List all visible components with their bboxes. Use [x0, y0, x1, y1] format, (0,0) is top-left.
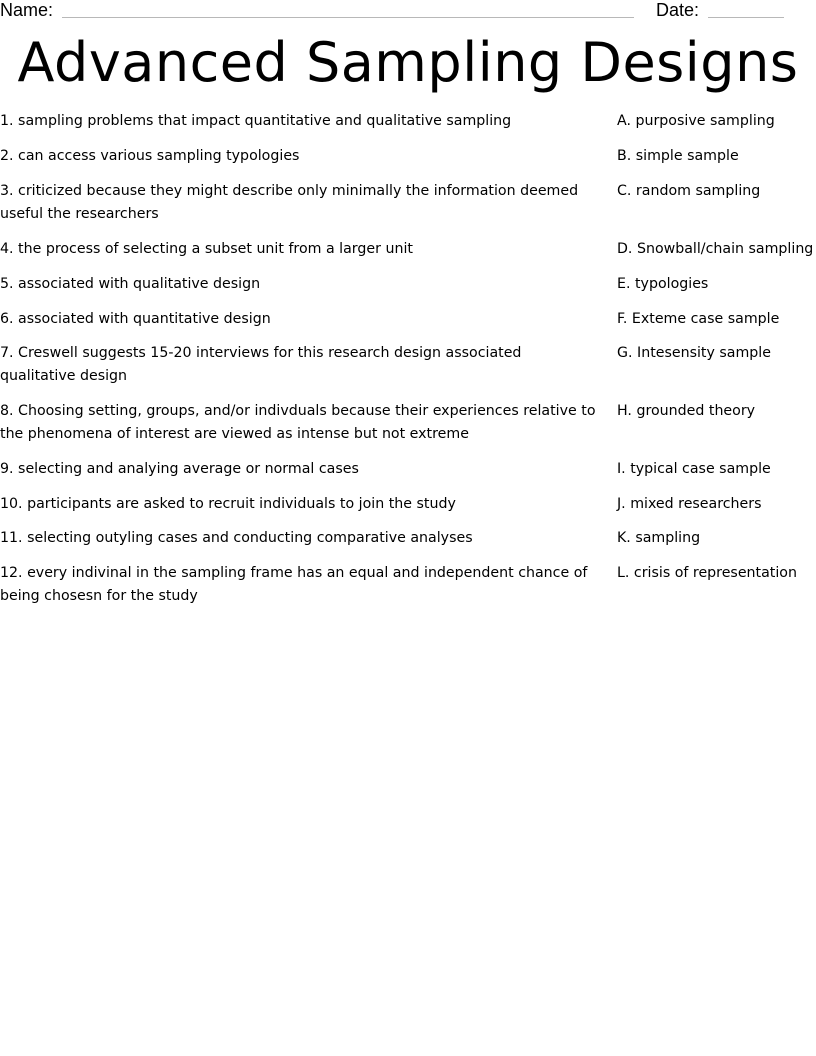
- name-blank-line[interactable]: [62, 17, 634, 18]
- matching-row-3: [0, 180, 816, 238]
- question-2: 2. can access various sampling typologies: [0, 148, 300, 164]
- matching-row-10: [0, 493, 816, 527]
- question-1: 1. sampling problems that impact quantitative and qualitative sampling: [0, 113, 512, 129]
- answer-a: A. purposive sampling: [617, 113, 775, 129]
- matching-row-4: [0, 238, 816, 273]
- question-4: 4. the process of selecting a subset unit from a larger unit: [0, 241, 413, 257]
- matching-row-2: [0, 145, 816, 180]
- matching-row-8: [0, 400, 816, 458]
- matching-row-7: [0, 342, 816, 400]
- matching-row-6: [0, 308, 816, 342]
- question-11: 11. selecting outyling cases and conducting comparative analyses: [0, 530, 473, 546]
- question-10: 10. participants are asked to recruit individuals to join the study: [0, 496, 456, 512]
- answer-j: J. mixed researchers: [617, 496, 762, 512]
- matching-row-11: [0, 527, 816, 562]
- page-title: Advanced Sampling Designs: [17, 31, 799, 94]
- question-8: 8. Choosing setting, groups, and/or indivduals because their experiences relative to the phenomena of interest are viewed as intense but not extreme: [0, 403, 596, 442]
- matching-list: [0, 110, 816, 620]
- question-5: 5. associated with qualitative design: [0, 276, 261, 292]
- matching-row-5: [0, 273, 816, 308]
- question-3: 3. criticized because they might describe only minimally the information deemed useful the researchers: [0, 183, 579, 222]
- matching-row-9: [0, 458, 816, 493]
- question-7: 7. Creswell suggests 15-20 interviews for this research design associated qualitative design: [0, 345, 522, 384]
- answer-f: F. Exteme case sample: [617, 311, 780, 327]
- question-6: 6. associated with quantitative design: [0, 311, 271, 327]
- answer-l: L. crisis of representation: [617, 565, 797, 581]
- question-12: 12. every indivinal in the sampling frame has an equal and independent chance of being chosesn for the study: [0, 565, 588, 604]
- answer-c: C. random sampling: [617, 183, 761, 199]
- matching-row-1: [0, 110, 816, 145]
- worksheet-header: [0, 0, 816, 24]
- answer-h: H. grounded theory: [617, 403, 756, 419]
- answer-e: E. typologies: [617, 276, 709, 292]
- date-blank-line[interactable]: [708, 17, 784, 18]
- answer-b: B. simple sample: [617, 148, 739, 164]
- answer-k: K. sampling: [617, 530, 701, 546]
- name-label: Name:: [0, 0, 54, 20]
- answer-d: D. Snowball/chain sampling: [617, 241, 814, 257]
- answer-i: I. typical case sample: [617, 461, 771, 477]
- question-9: 9. selecting and analying average or normal cases: [0, 461, 359, 477]
- matching-row-12: [0, 562, 816, 620]
- answer-g: G. Intesensity sample: [617, 345, 771, 361]
- date-label: Date:: [656, 0, 700, 20]
